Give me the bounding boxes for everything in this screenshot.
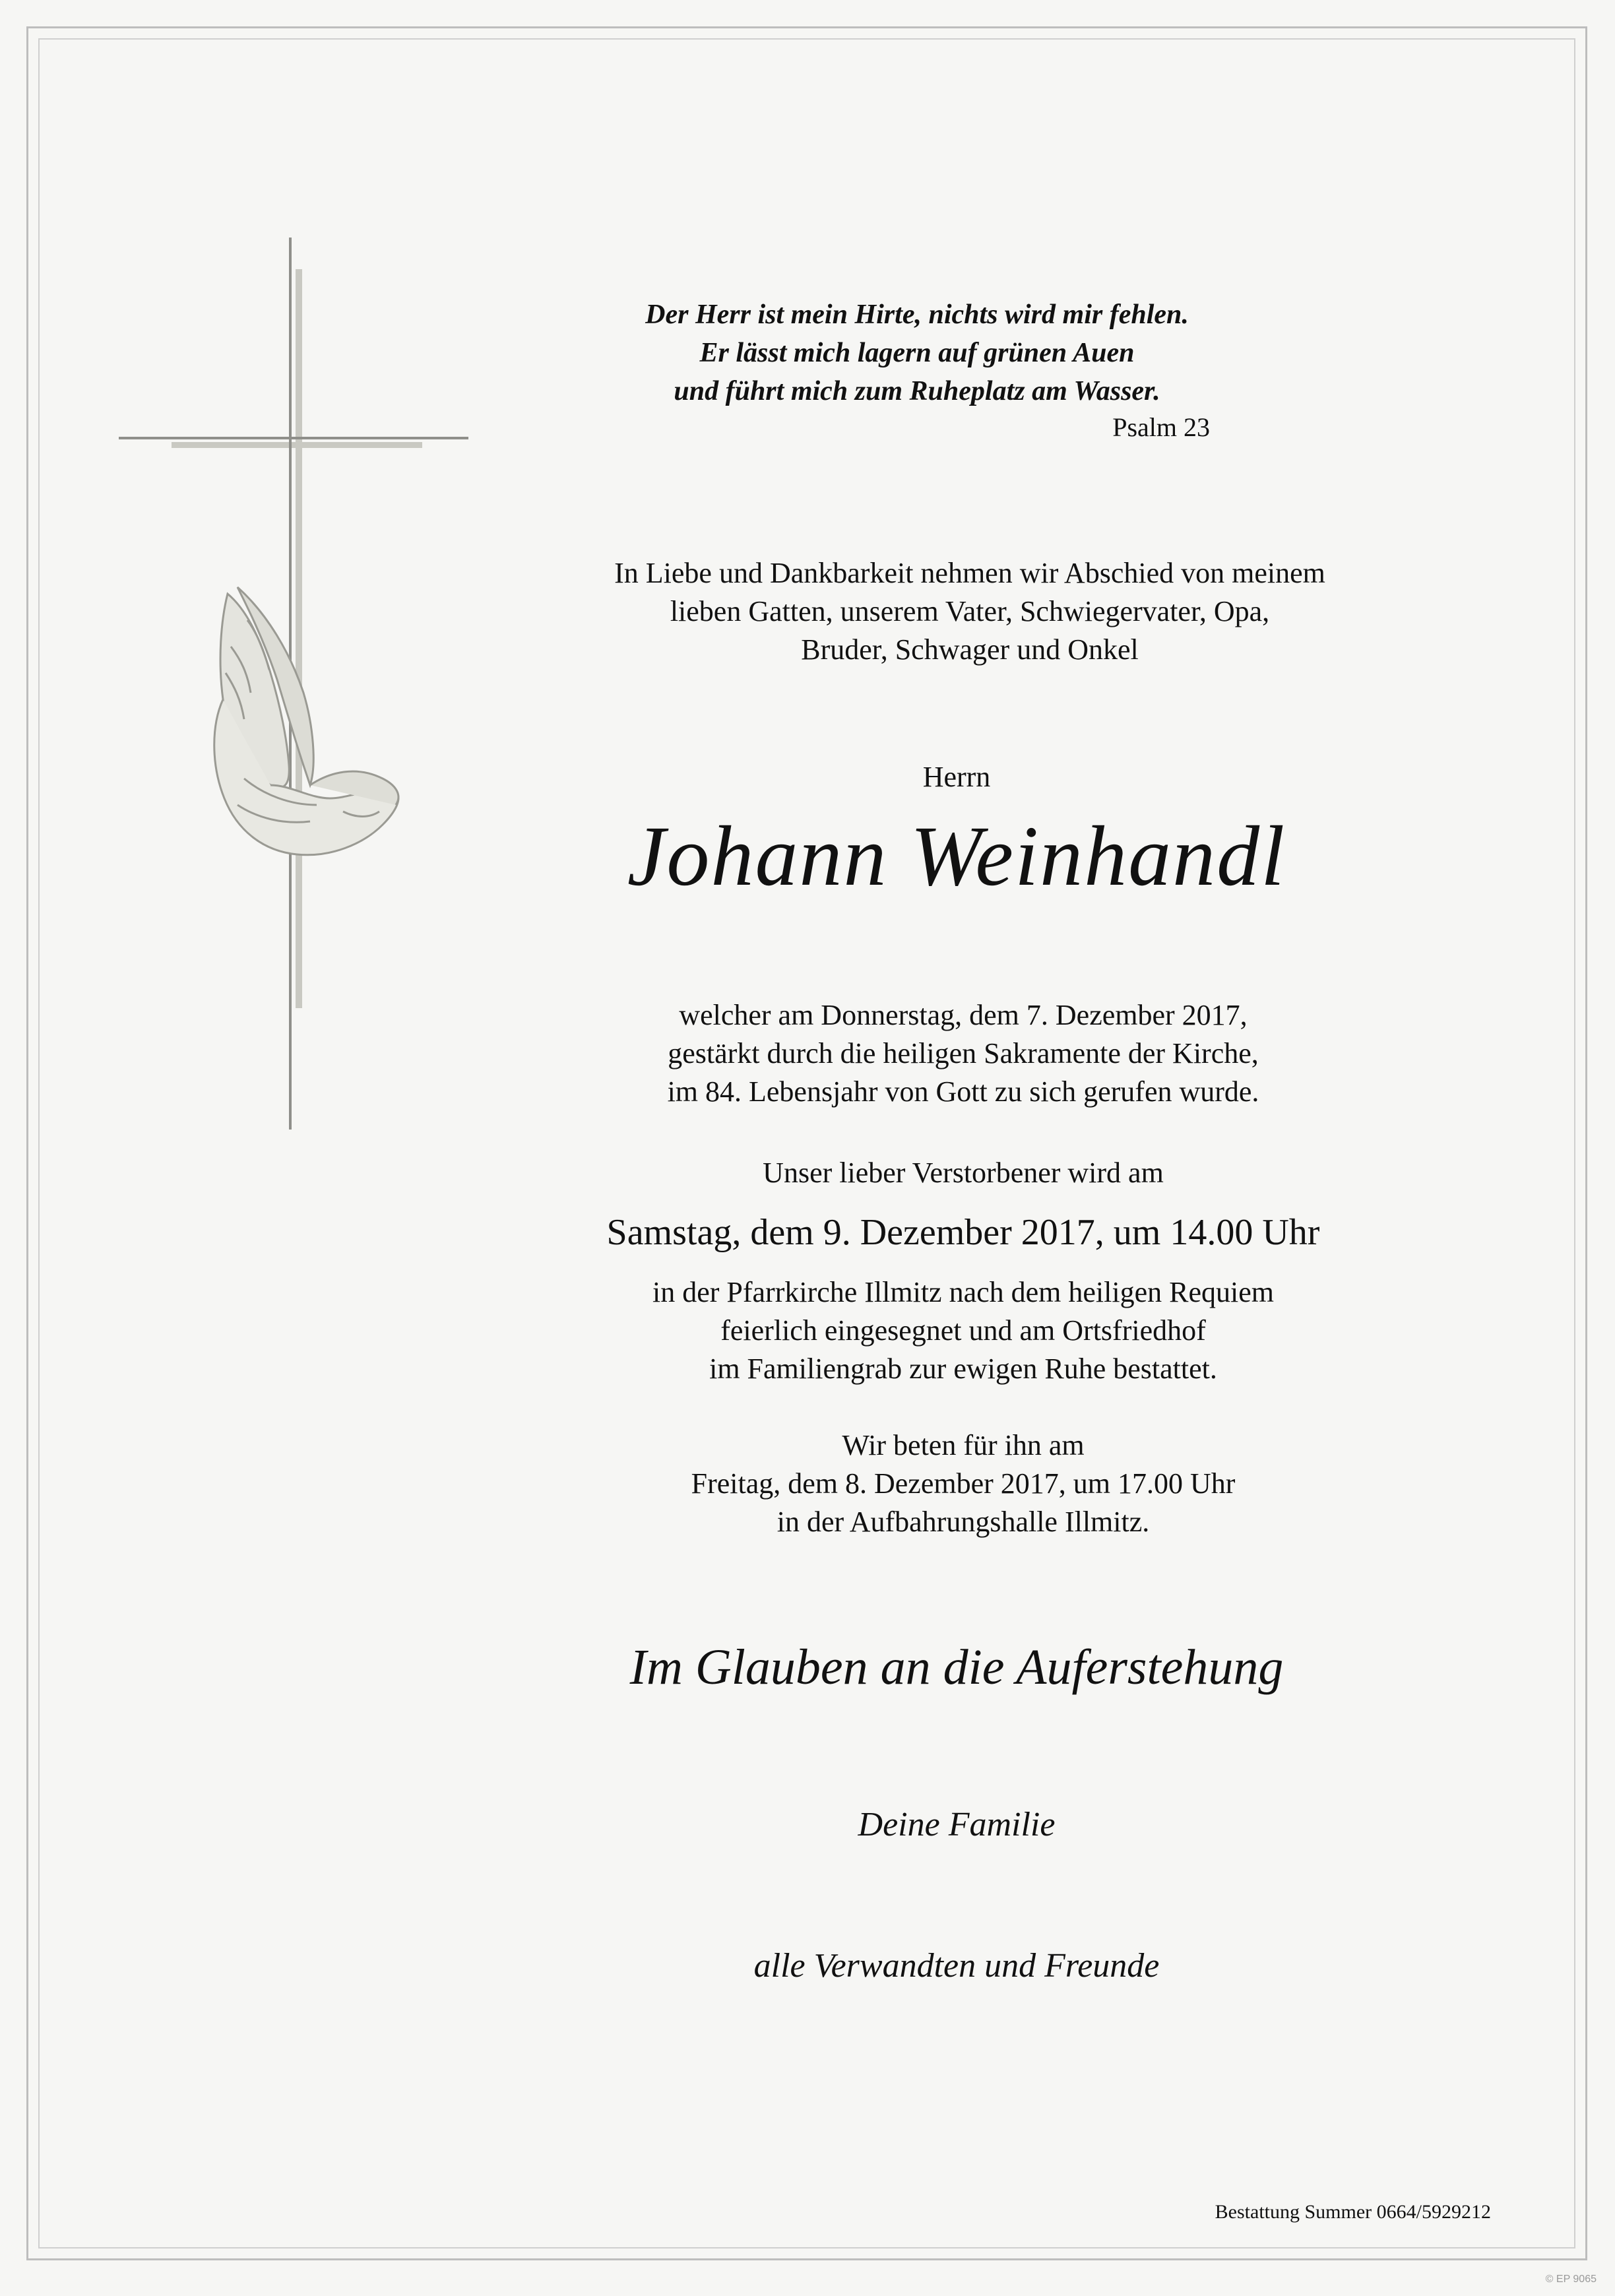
funeral-details [501,1273,1425,1388]
death-line: im 84. Lebensjahr von Gott zu sich gerufen wurde. [667,1075,1259,1108]
funeral-intro: Unser lieber Verstorbener wird am [763,1157,1164,1189]
prayer-line: in der Aufbahrungshalle Illmitz. [776,1506,1150,1538]
praying-hands-icon [214,587,398,855]
prayer-line: Wir beten für ihn am [842,1429,1085,1461]
psalm-line: und führt mich zum Ruheplatz am Wasser. [674,376,1160,406]
funeral-detail-line: im Familiengrab zur ewigen Ruhe bestattet. [709,1353,1217,1385]
prayer-line: Freitag, dem 8. Dezember 2017, um 17.00 Uhr [691,1467,1236,1500]
copyright-note: © EP 9065 [1545,2274,1597,2285]
intro-line: Bruder, Schwager und Onkel [801,633,1139,666]
funeral-date: Samstag, dem 9. Dezember 2017, um 14.00 Uhr [606,1212,1320,1253]
prayer-info [501,1426,1425,1541]
death-line: gestärkt durch die heiligen Sakramente der Kirche, [668,1037,1259,1069]
psalm-quote [620,296,1214,410]
funeral-detail-line: in der Pfarrkirche Illmitz nach dem heiligen Requiem [652,1276,1274,1308]
death-line: welcher am Donnerstag, dem 7. Dezember 2017, [679,999,1248,1031]
psalm-line: Er lässt mich lagern auf grünen Auen [699,338,1135,368]
faith-statement: Im Glauben an die Auferstehung [629,1640,1284,1695]
undertaker-contact: Bestattung Summer 0664/5929212 [1215,2201,1491,2223]
death-info [501,996,1425,1111]
intro-line: In Liebe und Dankbarkeit nehmen wir Abschied von meinem [614,557,1325,589]
cross-icon [112,238,482,1135]
psalm-line: Der Herr ist mein Hirte, nichts wird mir fehlen. [645,300,1189,330]
psalm-reference: Psalm 23 [1112,412,1210,442]
funeral-detail-line: feierlich eingesegnet und am Ortsfriedhof [720,1314,1206,1347]
family-signature: Deine Familie [858,1806,1056,1843]
deceased-title: Herrn [922,761,991,793]
intro-line: lieben Gatten, unserem Vater, Schwiegervater, Opa, [670,595,1270,627]
deceased-name: Johann Weinhandl [627,809,1286,904]
relatives-signature: alle Verwandten und Freunde [753,1947,1160,1985]
intro-text [541,554,1399,669]
